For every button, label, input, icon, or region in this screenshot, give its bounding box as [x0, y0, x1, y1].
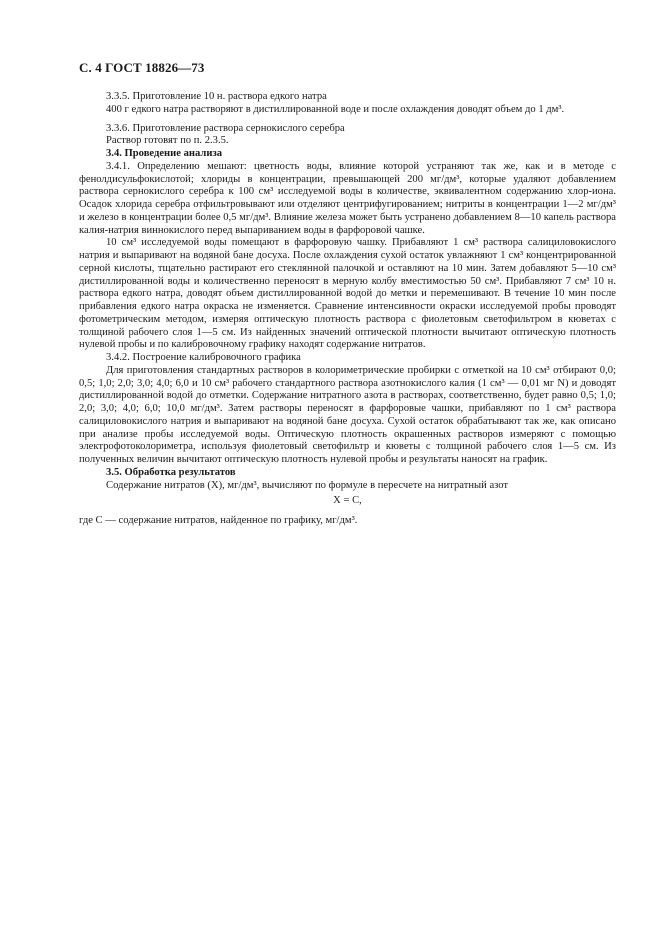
section-3-5-text: Содержание нитратов (X), мг/дм³, вычисляют по формуле в пересчете на нитратный азот	[106, 479, 509, 491]
formula: X = C,	[333, 495, 362, 507]
section-3-4-2-text: Для приготовления стандартных растворов в колориметрические пробирки с отметкой на 10 см³ отбирают 0,0; 0,5; 1,0; 2,0; 3,0; 4,0; 6,0 и 10 см³ рабочего стандартного раствора азотнокислого калия (1 см³ — 0,01 мг N) и доводят дистиллированной водой до отметки. Содержание нитратного азота в растворах, соответственно, будет равно 0,5; 1,0; 2,0; 3,0; 4,0; 6,0; 10,0 мг/дм³. Затем растворы переносят в фарфоровые чашки, прибавляют по 1 см³ раствора салициловокислого натрия и выпаривают на водяной бане досуха. Сухой остаток обрабатывают так же, как описано при анализе пробы исследуемой воды. Оптическую плотность окрашенных растворов измеряют с помощью электрофотоколориметра, используя фиолетовый светофильтр и кюветы с толщиной рабочего слоя 1—5 см. Из полученных величин вычитают оптическую плотность нулевой пробы и результаты наносят на график.	[79, 364, 616, 465]
section-3-4-1-procedure: 10 см³ исследуемой воды помещают в фарфоровую чашку. Прибавляют 1 см³ раствора салициловокислого натрия и выпаривают на водяной бане досуха. После охлаждения сухой остаток увлажняют 1 см³ концентрированной серной кислоты, тщательно растирают его стеклянной палочкой и оставляют на 10 мин. Затем добавляют 5—10 см³ дистиллированной воды и количественно переносят в мерную колбу вместимостью 50 см³. Прибавляют 7 см³ 10 н. раствора едкого натра, доводят объем дистиллированной водой до метки и перемешивают. В течение 10 мин после прибавления едкого натра окраска не изменяется. Сравнение интенсивности окраски исследуемой пробы проводят фотометрическим методом, измеряя оптическую плотность раствора с фиолетовым светофильтром в кюветах с толщиной рабочего слоя 1—5 см. Из найденных значений оптической плотности вычитают оптическую плотность нулевой пробы и по калибровочному графику находят содержание нитратов.	[79, 237, 616, 351]
section-3-3-6-title: 3.3.6. Приготовление раствора сернокислого серебра	[106, 122, 345, 134]
section-3-4-title: 3.4. Проведение анализа	[106, 148, 222, 159]
section-3-3-5-text: 400 г едкого натра растворяют в дистиллированной воде и после охлаждения доводят объем до 1 дм³.	[106, 103, 565, 115]
page-header: С. 4 ГОСТ 18826—73	[79, 60, 205, 75]
section-3-3-5-title: 3.3.5. Приготовление 10 н. раствора едкого натра	[106, 91, 327, 102]
section-3-4-1-text: 3.4.1. Определению мешают: цветность воды, влияние которой устраняют так же, как и в методе с фенолдисульфокислотой; хлориды в концентрации, превышающей 200 мг/дм³, которые удаляют добавлением раствора сернокислого серебра к 100 см³ исследуемой воды в количестве, эквивалентном содержанию хлор-иона. Осадок хлорида серебра отфильтровывают или отделяют центрифугированием; нитриты в концентрации 1—2 мг/дм³ и железо в концентрации более 0,5 мг/дм³. Влияние железа может быть устранено добавлением 8—10 капель раствора калия-натрия виннокислого перед выпариванием воды в фарфоровой чашке.	[79, 160, 616, 236]
section-3-4-2-title: 3.4.2. Построение калибровочного графика	[106, 352, 301, 363]
section-3-5-title: 3.5. Обработка результатов	[106, 466, 236, 478]
formula-legend: где C — содержание нитратов, найденное по графику, мг/дм³.	[79, 515, 358, 526]
section-3-3-6-text: Раствор готовят по п. 2.3.5.	[106, 135, 229, 147]
document-body	[79, 91, 616, 528]
